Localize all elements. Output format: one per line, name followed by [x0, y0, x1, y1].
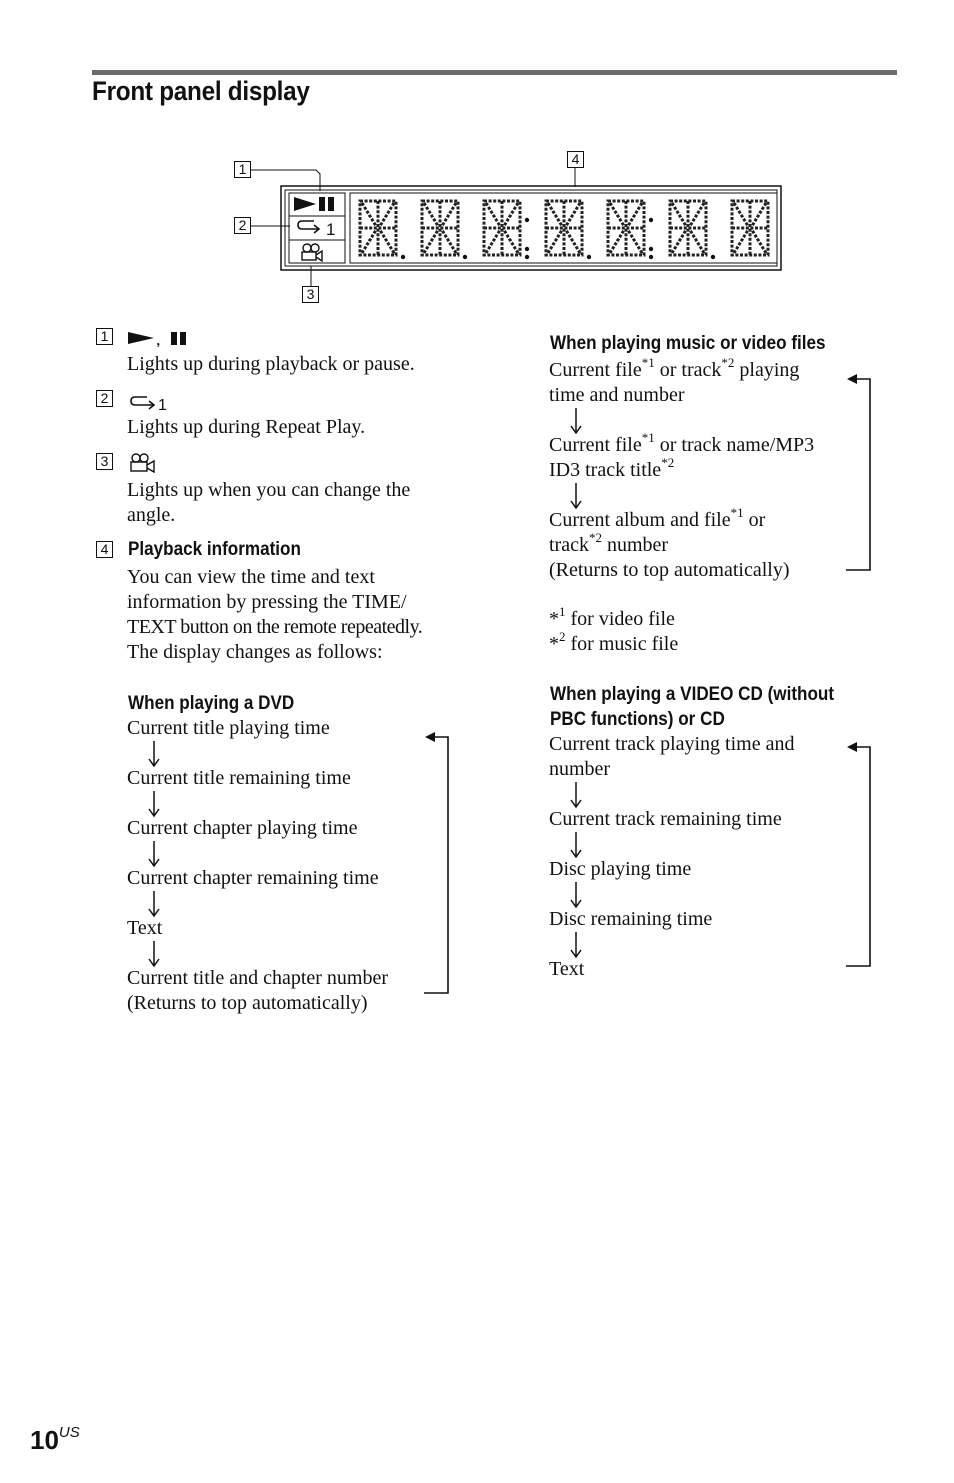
vcd-heading: When playing a VIDEO CD (without PBC functions) or CD — [550, 684, 835, 730]
svg-text:1: 1 — [158, 397, 167, 412]
vcd-step: Text — [549, 958, 585, 980]
page-title: Front panel display — [92, 76, 310, 106]
panel-svg — [230, 145, 790, 310]
footnotes — [549, 604, 679, 657]
music-step-2: Current file$^{*1}$ or track name/MP3 — [549, 430, 815, 456]
down-arrow-icon — [569, 408, 583, 436]
dvd-returns: (Returns to top automatically) — [127, 992, 368, 1014]
dvd-step: Current chapter playing time — [127, 817, 358, 839]
svg-text:1: 1 — [326, 220, 336, 239]
svg-text:,: , — [156, 329, 161, 347]
down-arrow-icon — [569, 932, 583, 960]
vcd-step: Current track remaining time — [549, 808, 782, 830]
vcd-step: Current track playing time and — [549, 733, 795, 755]
dvd-step: Text — [127, 917, 163, 939]
item-4-number: 4 — [96, 541, 113, 558]
play-icon — [294, 197, 316, 211]
item-3-number: 3 — [96, 453, 113, 470]
item-2-number: 2 — [96, 390, 113, 407]
down-arrow-icon — [569, 782, 583, 810]
callout-4: 4 — [567, 151, 584, 168]
footnote-1: *$^1$ for video file — [549, 604, 675, 630]
down-arrow-icon — [147, 741, 161, 769]
down-arrow-icon — [147, 891, 161, 919]
callout-1: 1 — [234, 161, 251, 178]
vcd-step: Disc playing time — [549, 858, 692, 880]
music-heading: When playing music or video files — [550, 333, 826, 354]
dvd-flow — [127, 716, 388, 1016]
item-3-text: Lights up when you can change the angle. — [127, 479, 411, 526]
dvd-step: Current title playing time — [127, 717, 330, 739]
front-panel-illustration — [230, 145, 790, 310]
play-icon — [128, 332, 154, 344]
dvd-heading: When playing a DVD — [128, 693, 295, 714]
page-number: $10^{US}$ — [30, 1424, 80, 1455]
down-arrow-icon — [569, 832, 583, 860]
footnote-2: *$^2$ for music file — [549, 629, 679, 655]
repeat-one-icon — [129, 392, 171, 412]
dvd-loop-arrow — [422, 728, 456, 998]
down-arrow-icon — [147, 841, 161, 869]
callout-2: 2 — [234, 217, 251, 234]
item-2-text: Lights up during Repeat Play. — [127, 416, 366, 438]
music-step-3: Current album and file$^{*1}$ or — [549, 505, 766, 531]
vcd-loop-arrow — [844, 738, 878, 972]
down-arrow-icon — [147, 941, 161, 969]
item-1-text: Lights up during playback or pause. — [127, 353, 415, 375]
vcd-step: Disc remaining time — [549, 908, 713, 930]
music-flow: Current file$^{*1}$ or track$^{*2}$ playing time and number Current file$^{*1}$ or track name/MP3 ID3 track title$^{*2}$ Current album and file$^{*1}$ or track$^{*2}$ number (Returns to top automatically) — [549, 355, 815, 581]
play-pause-icons — [128, 329, 198, 347]
pause-icon — [319, 197, 334, 211]
down-arrow-icon — [569, 882, 583, 910]
down-arrow-icon — [147, 791, 161, 819]
vcd-flow: Current track playing time and number Current track remaining time Disc playing time Disc remaining time Text — [549, 733, 795, 980]
item-4-heading: Playback information — [128, 539, 301, 560]
angle-icon-panel — [302, 244, 322, 261]
dvd-step: Current chapter remaining time — [127, 867, 379, 889]
down-arrow-icon — [569, 483, 583, 511]
angle-icon — [130, 453, 158, 473]
item-4-text: You can view the time and text information by pressing the TIME/ TEXT button on the remote repeatedly. The display changes as follows: — [127, 566, 423, 663]
title-rule — [92, 70, 897, 75]
dvd-step: Current title and chapter number — [127, 967, 389, 989]
callout-3: 3 — [302, 286, 319, 303]
music-returns: (Returns to top automatically) — [549, 559, 790, 581]
repeat-icon — [298, 221, 319, 233]
music-loop-arrow — [844, 370, 878, 576]
music-step-1: Current file$^{*1}$ or track$^{*2}$ playing — [549, 355, 800, 381]
item-1-number: 1 — [96, 328, 113, 345]
dvd-step: Current title remaining time — [127, 767, 351, 789]
pause-icon — [171, 332, 186, 345]
